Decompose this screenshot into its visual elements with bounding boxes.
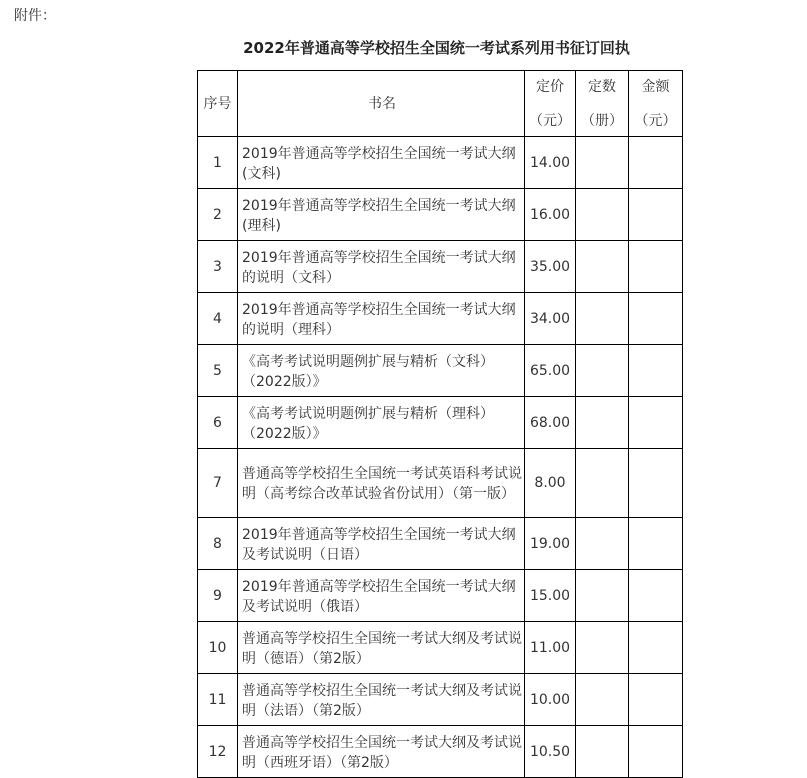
header-amount bbox=[629, 71, 683, 137]
row-no: 1 bbox=[198, 137, 238, 189]
table-row bbox=[198, 726, 683, 778]
row-qty-cell[interactable] bbox=[576, 726, 629, 778]
row-amount-cell[interactable] bbox=[629, 570, 683, 622]
table-row bbox=[198, 293, 683, 345]
row-amount-cell[interactable] bbox=[629, 293, 683, 345]
row-book-name: 2019年普通高等学校招生全国统一考试大纲及考试说明（日语） bbox=[238, 518, 525, 570]
row-no: 5 bbox=[198, 345, 238, 397]
row-price: 65.00 bbox=[525, 345, 576, 397]
row-book-name: 普通高等学校招生全国统一考试大纲及考试说明（德语）（第2版） bbox=[238, 622, 525, 674]
row-qty-cell[interactable] bbox=[576, 189, 629, 241]
table-row bbox=[198, 241, 683, 293]
table-row bbox=[198, 570, 683, 622]
row-no: 3 bbox=[198, 241, 238, 293]
row-book-name: 2019年普通高等学校招生全国统一考试大纲(文科) bbox=[238, 137, 525, 189]
header-price-unit: （元） bbox=[529, 112, 571, 129]
order-form-table bbox=[197, 70, 683, 778]
row-no: 9 bbox=[198, 570, 238, 622]
row-price: 68.00 bbox=[525, 397, 576, 449]
row-qty-cell[interactable] bbox=[576, 397, 629, 449]
row-amount-cell[interactable] bbox=[629, 726, 683, 778]
row-no: 12 bbox=[198, 726, 238, 778]
row-amount-cell[interactable] bbox=[629, 189, 683, 241]
row-price: 10.00 bbox=[525, 674, 576, 726]
row-qty-cell[interactable] bbox=[576, 449, 629, 518]
row-no: 8 bbox=[198, 518, 238, 570]
row-qty-cell[interactable] bbox=[576, 293, 629, 345]
row-book-name: 《高考考试说明题例扩展与精析（文科）（2022版）》 bbox=[238, 345, 525, 397]
table-row bbox=[198, 449, 683, 518]
row-price: 19.00 bbox=[525, 518, 576, 570]
header-amount-label: 金额 bbox=[641, 78, 670, 95]
header-amount-unit: （元） bbox=[634, 112, 677, 129]
row-book-name: 2019年普通高等学校招生全国统一考试大纲的说明（理科） bbox=[238, 293, 525, 345]
row-price: 10.50 bbox=[525, 726, 576, 778]
row-amount-cell[interactable] bbox=[629, 241, 683, 293]
header-no: 序号 bbox=[198, 71, 238, 137]
table-row bbox=[198, 674, 683, 726]
row-book-name: 2019年普通高等学校招生全国统一考试大纲的说明（文科） bbox=[238, 241, 525, 293]
header-qty bbox=[576, 71, 629, 137]
row-book-name: 2019年普通高等学校招生全国统一考试大纲(理科) bbox=[238, 189, 525, 241]
row-no: 10 bbox=[198, 622, 238, 674]
row-book-name: 普通高等学校招生全国统一考试英语科考试说明（高考综合改革试验省份试用）（第一版） bbox=[238, 449, 525, 518]
row-price: 11.00 bbox=[525, 622, 576, 674]
row-price: 34.00 bbox=[525, 293, 576, 345]
row-amount-cell[interactable] bbox=[629, 345, 683, 397]
row-book-name: 普通高等学校招生全国统一考试大纲及考试说明（法语）（第2版） bbox=[238, 674, 525, 726]
table-header-row bbox=[198, 71, 683, 137]
row-amount-cell[interactable] bbox=[629, 137, 683, 189]
table-row bbox=[198, 518, 683, 570]
table-row bbox=[198, 345, 683, 397]
row-no: 2 bbox=[198, 189, 238, 241]
row-qty-cell[interactable] bbox=[576, 345, 629, 397]
row-book-name: 2019年普通高等学校招生全国统一考试大纲及考试说明（俄语） bbox=[238, 570, 525, 622]
row-qty-cell[interactable] bbox=[576, 570, 629, 622]
attachment-label: 附件： bbox=[14, 8, 56, 24]
row-no: 11 bbox=[198, 674, 238, 726]
row-qty-cell[interactable] bbox=[576, 137, 629, 189]
table-row bbox=[198, 189, 683, 241]
row-price: 8.00 bbox=[525, 449, 576, 518]
row-qty-cell[interactable] bbox=[576, 622, 629, 674]
row-qty-cell[interactable] bbox=[576, 674, 629, 726]
header-price bbox=[525, 71, 576, 137]
header-price-label: 定价 bbox=[536, 78, 564, 95]
row-no: 7 bbox=[198, 449, 238, 518]
row-price: 16.00 bbox=[525, 189, 576, 241]
row-no: 4 bbox=[198, 293, 238, 345]
row-book-name: 《高考考试说明题例扩展与精析（理科）（2022版）》 bbox=[238, 397, 525, 449]
row-book-name: 普通高等学校招生全国统一考试大纲及考试说明（西班牙语）（第2版） bbox=[238, 726, 525, 778]
row-amount-cell[interactable] bbox=[629, 622, 683, 674]
row-price: 14.00 bbox=[525, 137, 576, 189]
row-amount-cell[interactable] bbox=[629, 449, 683, 518]
table-row bbox=[198, 137, 683, 189]
row-amount-cell[interactable] bbox=[629, 518, 683, 570]
header-qty-unit: （册） bbox=[581, 112, 623, 129]
row-qty-cell[interactable] bbox=[576, 518, 629, 570]
header-name: 书名 bbox=[238, 71, 525, 137]
table-row bbox=[198, 622, 683, 674]
row-price: 35.00 bbox=[525, 241, 576, 293]
row-no: 6 bbox=[198, 397, 238, 449]
row-qty-cell[interactable] bbox=[576, 241, 629, 293]
row-amount-cell[interactable] bbox=[629, 674, 683, 726]
header-qty-label: 定数 bbox=[588, 78, 616, 95]
document-title: 2022年普通高等学校招生全国统一考试系列用书征订回执 bbox=[243, 39, 630, 57]
row-price: 15.00 bbox=[525, 570, 576, 622]
row-amount-cell[interactable] bbox=[629, 397, 683, 449]
table-row bbox=[198, 397, 683, 449]
